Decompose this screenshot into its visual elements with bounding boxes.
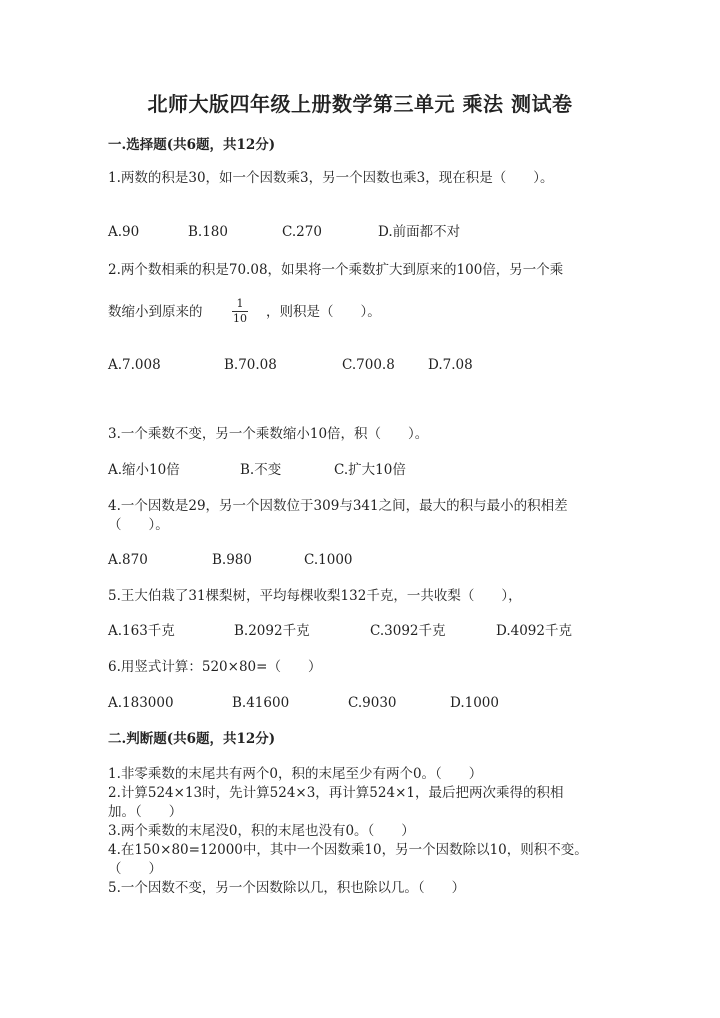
judge-line-4: 3.两个乘数的末尾没0，积的末尾也没有0。（ ） xyxy=(108,823,415,839)
q4-option-b: B.980 xyxy=(212,552,252,568)
section1-heading: 一.选择题(共6题，共12分) xyxy=(108,137,276,153)
judge-line-1: 1.非零乘数的末尾共有两个0，积的末尾至少有两个0。（ ） xyxy=(108,766,483,782)
judge-line-5: 4.在150×80=12000中，其中一个因数乘10，另一个因数除以10，则积不变。 xyxy=(108,842,588,858)
question-4-line2: （ ）。 xyxy=(108,517,169,533)
judge-line-2: 2.计算524×13时，先计算524×3，再计算524×1，最后把两次乘得的积相 xyxy=(108,785,564,801)
q1-option-a: A.90 xyxy=(108,224,140,240)
question-2-line1: 2.两个数相乘的积是70.08，如果将一个乘数扩大到原来的100倍，另一个乘 xyxy=(108,262,564,278)
judge-line-6: （ ） xyxy=(108,861,162,877)
q2-option-c: C.700.8 xyxy=(342,357,395,373)
q5-option-a: A.163千克 xyxy=(108,623,175,639)
fraction xyxy=(232,298,248,325)
q6-option-d: D.1000 xyxy=(450,695,499,711)
q5-option-b: B.2092千克 xyxy=(234,623,310,639)
q6-option-a: A.183000 xyxy=(108,695,174,711)
q2-option-d: D.7.08 xyxy=(428,357,473,373)
q1-option-b: B.180 xyxy=(188,224,228,240)
question-2-line2-end: ，则积是（ ）。 xyxy=(266,304,381,320)
fraction-denominator: 10 xyxy=(233,312,247,325)
q6-option-b: B.41600 xyxy=(232,695,290,711)
q5-option-d: D.4092千克 xyxy=(496,623,572,639)
q2-option-a: A.7.008 xyxy=(108,357,161,373)
section2-heading: 二.判断题(共6题，共12分) xyxy=(108,731,276,747)
q3-option-b: B.不变 xyxy=(240,462,282,478)
question-5: 5.王大伯栽了31棵梨树，平均每棵收梨132千克，一共收梨（ ）， xyxy=(108,588,522,604)
question-1: 1.两数的积是30，如一个因数乘3，另一个因数也乘3，现在积是（ ）。 xyxy=(108,170,554,186)
question-3: 3.一个乘数不变，另一个乘数缩小10倍，积（ ）。 xyxy=(108,426,429,442)
q2-option-b: B.70.08 xyxy=(224,357,277,373)
q1-option-d: D.前面都不对 xyxy=(378,224,461,240)
q3-option-c: C.扩大10倍 xyxy=(334,462,406,478)
q6-option-c: C.9030 xyxy=(348,695,397,711)
judge-line-3: 加。（ ） xyxy=(108,804,183,820)
fraction-numerator: 1 xyxy=(236,297,244,310)
q4-option-c: C.1000 xyxy=(304,552,353,568)
question-2-line2-start: 数缩小到原来的 xyxy=(108,304,203,320)
q1-option-c: C.270 xyxy=(282,224,322,240)
judge-line-7: 5.一个因数不变，另一个因数除以几，积也除以几。（ ） xyxy=(108,880,466,896)
question-6: 6.用竖式计算：520×80=（ ） xyxy=(108,659,322,675)
q3-option-a: A.缩小10倍 xyxy=(108,462,180,478)
question-4-line1: 4.一个因数是29，另一个因数位于309与341之间，最大的积与最小的积相差 xyxy=(108,498,568,514)
q5-option-c: C.3092千克 xyxy=(370,623,446,639)
q4-option-a: A.870 xyxy=(108,552,148,568)
page-title: 北师大版四年级上册数学第三单元 乘法 测试卷 xyxy=(147,92,573,116)
